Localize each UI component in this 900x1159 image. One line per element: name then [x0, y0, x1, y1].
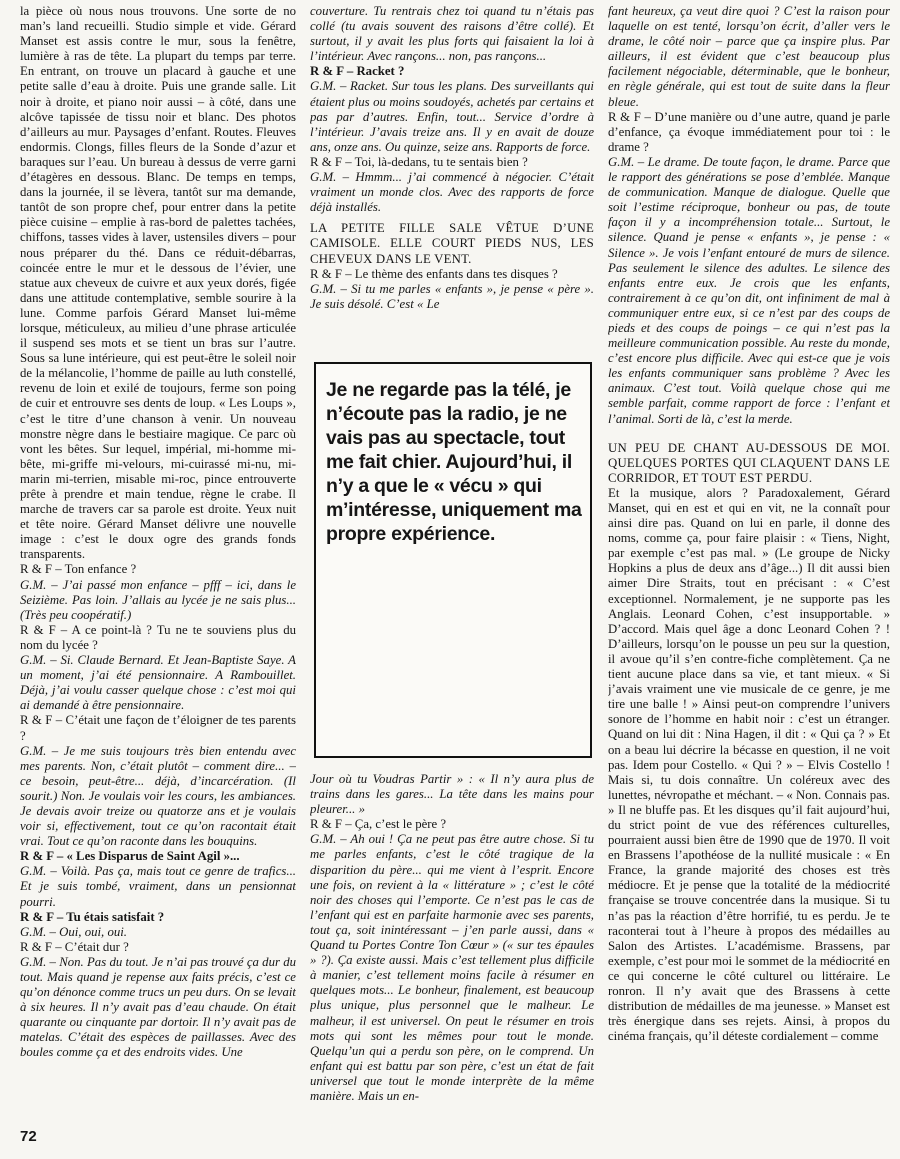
- question-paragraph: R & F – Racket ?: [310, 64, 405, 79]
- answer-paragraph: G.M. – Oui, oui, oui.: [20, 924, 127, 939]
- answer-paragraph: G.M. – Non. Pas du tout. Je n’ai pas trouvé ça dur du tout. Mais quand je repense aux faits précis, c’est ce qu’on dénonce comme trucs un peu durs. On se levait à six heures. Il n’y avait pas d’eau chaude. On était quarante ou cinquante par dortoir. Il n’y avait pas de matelas. C’était des espèces de paillasses. Avec des boules comme ça et des endroits vides. Une: [20, 954, 296, 1060]
- answer-paragraph: G.M. – Hmmm... j’ai commencé à négocier. C’était vraiment un monde clos. Avec des rapports de force déjà installés.: [310, 170, 594, 215]
- answer-paragraph: G.M. – J’ai passé mon enfance – pfff – ici, dans le Seizième. Pas loin. J’allais au lycée je ne sais plus... (Très peu coopératif.): [20, 577, 296, 622]
- body-paragraph: R & F – Ça, c’est le père ?: [310, 817, 447, 832]
- page-number: 72: [20, 1128, 37, 1145]
- answer-paragraph: G.M. – Je me suis toujours très bien entendu avec mes parents. Non, c’était plutôt – comment dire... – ce besoin, peut-être... déjà, d’incarcération. (Il sourit.) Non. Je voulais voir les cours, les ambiances. Je devais avoir treize ou quatorze ans et je voulais voir si, effectivement, tout ce qu’on racontait était vrai. Tout ce qu’on raconte dans les bouquins.: [20, 743, 296, 849]
- article-column-2-bottom: [310, 772, 594, 1152]
- answer-paragraph: G.M. – Le drame. De toute façon, le drame. Parce que le rapport des générations se pose d’emblée. Manque de communication. Manque de dialogue. Quelle que soit l’estime réciproque, bonheur ou pas, de toute façon il y a incompréhension totale... Surtout, le silence. Quand je pense « enfants », je pense : « Silence ». Je vois l’enfant entouré de murs de silence. Pas seulement le silence des adultes. Le silence des enfants entre eux. Je crois que les enfants, contrairement à ce qu’on dit, ont infiniment de mal à communiquer entre eux, si ce n’est par des coups de pieds et des coups de poings – ce qui n’est pas la meilleure communication possible. Au reste du monde, c’est encore plus difficile. Avec qui est-ce que je vois les enfants communiquer sans problème ? Avec les animaux. C’est tout. Voilà quelque chose qui me semble parfait, comme rapport de force : l’enfant et l’animal. Sorti de là, c’est la merde.: [608, 154, 890, 426]
- answer-paragraph: G.M. – Voilà. Pas ça, mais tout ce genre de trafics... Et je suis tombé, vraiment, dans un pensionnat pourri.: [20, 864, 296, 909]
- body-paragraph: R & F – Ton enfance ?: [20, 562, 137, 577]
- body-paragraph: la pièce où nous nous trouvons. Une sorte de no man’s land recueilli. Studio simple et vide. Gérard Manset est assis contre le mur, sous la fenêtre, lumière à ras de tête. La plupart du temps par terre. En entrant, on trouve un placard à gauche et une petite salle d’eau à droite. Puis une grande salle. Lit noir à droite, et piano noir aussi – à côté, dans une alcôve tapissée de tissu noir et blanc. Des photos d’ailleurs au mur. Paysages d’enfant. Routes. Fleuves endormis. Clongs, filles fleurs de la Sonde d’azur et baraques sur l’eau. Un bureau à dessus de verre garni d’étagères en dessous. Blanc. De temps en temps, dans la journée, il se lèvera, tantôt sur ma demande, tantôt de son propre chef, pour entrer dans la petite pièce cuisine – emplie à ras-bord de palettes tachées, chiffons, tasses vides à laver, ustensiles divers – pour nous préparer du thé. Dans ce réduit-débarras, coincée entre le mur et le dessous de l’évier, une statue aux cheveux de cuivre et aux yeux dorés, figée dans une attitude contemplative, semble sourire à la lune. Comme parfois Gérard Manset lui-même lorsque, méticuleux, au milieu d’une phrase articulée il suspend ses mots et se tient un bras sur l’autre. Sous sa lune intérieure, qui est peut-être le soleil noir de la mélancolie, l’homme de paille au luth constellé, revenu de loin et exilé de toujours, ferme son poing de cuir et entrouvre ses dents de loup. « Les Loups », c’est le titre d’une chanson à venir. Un nouveau monstre nègre dans le bestiaire magique. Ce parc où vont les bêtes. Sur lequel, impérial, mi-homme mi-bête, mi-griffe mi-velours, mi-cuirassé mi-nu, mi-marin mi-terrien, misable mi-roc, pince entrouverte prête à prendre et main tendue, règne le crabe. Il marche de travers car sa parole est droite. Yeux nuit et tête noire. Gérard Manset délivre une nouvelle image : c’est le doux ogre des grands fonds transparents.: [20, 4, 296, 562]
- answer-paragraph: Jour où tu Voudras Partir » : « Il n’y aura plus de trains dans les gares... La tête dans les mains pour pleurer... »: [310, 772, 594, 817]
- answer-paragraph: G.M. – Racket. Sur tous les plans. Des surveillants qui étaient plus ou moins soudoyés, achetés par certains et pas par d’autres. Enfin, tout... Service d’ordre à l’intérieur. J’avais treize ans. Il y en avait de douze ans, onze ans. Ou quinze, seize ans. Rapports de force.: [310, 79, 594, 154]
- answer-paragraph: fant heureux, ça veut dire quoi ? C’est la raison pour laquelle on est tenté, lorsqu’on écrit, d’aller vers le drame, le côté noir – parce que ça inspire plus. Par ailleurs, il est évident que c’est beaucoup plus facilement négociable, déterminable, que le bonheur, en règle générale, qui est tout de suite dans la fleur bleue.: [608, 4, 890, 109]
- pull-quote-text: Je ne regarde pas la télé, je n’écoute pas la radio, je ne vais pas au spectacle, tout me fait chier. Aujourd’hui, il n’y a que le « vécu » qui m’intéresse, uniquement ma propre expérience.: [326, 379, 582, 545]
- section-intertitle: UN PEU DE CHANT AU-DESSOUS DE MOI. QUELQUES PORTES QUI CLAQUENT DANS LE CORRIDOR, ET TOUT EST PERDU.: [608, 440, 890, 485]
- section-intertitle: LA PETITE FILLE SALE VÊTUE D’UNE CAMISOLE. ELLE COURT PIEDS NUS, LES CHEVEUX DANS LE VENT.: [310, 221, 594, 266]
- body-paragraph: R & F – D’une manière ou d’une autre, quand je parle d’enfance, ça évoque immédiatement pour toi : le drame ?: [608, 109, 890, 154]
- body-paragraph: R & F – Toi, là-dedans, tu te sentais bien ?: [310, 154, 528, 169]
- body-paragraph: Et la musique, alors ? Paradoxalement, Gérard Manset, qui en est et qui en vit, ne la connaît pour ainsi dire pas. Quand on lui en parle, il donne des noms, comme ça, pour faire plaisir : « Tiens, Night, par exemple c’est pas mal. » (Le groupe de Nicky Hopkins a plus de deux ans d’âge...) Il dit aussi bien aimer Dire Straits, tout en précisant : « C’est exceptionnel. Normalement, je ne supporte pas les Anglais. Leonard Cohen, c’est insupportable. » D’accord. Mais quel âge a donc Leonard Cohen ? ! D’ailleurs, lorsqu’on le pousse un peu sur la question, il avoue qu’il s’en contre-fiche complètement. Ça ne tient aucune place dans sa vie, et tant mieux. « Si j’avais vraiment une vie musicale de ce genre, je me tire une balle ! » Ainsi peut-on comprendre l’univers sonore de l’homme en habit noir : c’est un étranger. Quand on lui dit : Nina Hagen, il dit : « Qui ça ? » Et on a beau lui décrire la bécasse en question, il ne voit pas. Idem pour Costello. « Qui ? » – Elvis Costello ! Mais si, tu dois connaître. Un coléreux avec des lunettes, névropathe et méchant. – « Non. Connais pas. » Il ne bluffe pas. Et les disques qu’il fait aujourd’hui, du strict point de vue des références culturelles, pourraient aussi bien être de 1990 que de 1970. Il voit en Brassens l’apothéose de la nullité musicale : « En France, la grande majorité des choses est très médiocre. Et je pense que la totalité de la médiocrité française se trouve concentrée dans la musique. Si tu n’as pas la réaction d’être horrifié, tu es perdu. Je te raconterai tout à l’heure à propos des médailles au Salon des Artistes. L’académisme. Brassens, par exemple, c’est pour moi le sommet de la médiocrité en ce qui concerne le côté culturel ou littéraire. Le ronron. Il n’y avait que des Brassens à cette distribution de médailles de ma jeunesse. » Manset est très énergique dans ses rejets. Ainsi, à propos du cinéma français, qu’il déteste cordialement – comme: [608, 485, 890, 1044]
- body-paragraph: R & F – C’était dur ?: [20, 939, 129, 954]
- answer-paragraph: G.M. – Ah oui ! Ça ne peut pas être autre chose. Si tu me parles enfants, c’est le côté tragique de la disparition du père... qui me vient à l’esprit. Encore une fois, on revient à la « littérature » ; c’est le côté noir des choses qui l’emporte. Ce n’est pas le cas de l’enfant qui est en parfaite harmonie avec ses parents, tout ça, soit inintéressant – j’en parle aussi, dans « Quand tu Portes Contre Ton Cœur » (« sur tes épaules » ?). Ça existe aussi. Mais c’est tellement plus difficile à manier, c’est tellement moins facile à résumer en quelques mots... Le bonheur, finalement, est beaucoup plus unique, plus personnel que le malheur. Le malheur, il est universel. On peut le résumer en trois mots qui sont les mêmes pour tout le monde. Quelqu’un qui a perdu son père, on le comprend. Un enfant qui est battu par son père, c’est un état de fait universel que tout le monde interprète de la même manière. Mais un en-: [310, 832, 594, 1103]
- body-paragraph: R & F – Le thème des enfants dans tes disques ?: [310, 266, 558, 281]
- answer-paragraph: couverture. Tu rentrais chez toi quand tu n’étais pas collé (tu avais souvent des raisons d’être collé). Et surtout, il y avait les plus forts qui faisaient la loi à l’intérieur. Avec rançons... non, pas rançons...: [310, 4, 594, 64]
- answer-paragraph: G.M. – Si. Claude Bernard. Et Jean-Baptiste Saye. A un moment, j’ai été pensionnaire. A Rambouillet. Déjà, j’ai voulu casser quelque chose : c’est moi qui ai demandé à être pensionnaire.: [20, 653, 296, 713]
- body-paragraph: R & F – C’était une façon de t’éloigner de tes parents ?: [20, 713, 296, 743]
- answer-paragraph: G.M. – Si tu me parles « enfants », je pense « père ». Je suis désolé. C’est « Le: [310, 281, 594, 311]
- article-column-1: [20, 4, 296, 1119]
- article-column-2-top: [310, 4, 594, 362]
- article-column-3: [608, 4, 890, 1152]
- pull-quote-box: [314, 362, 592, 758]
- question-paragraph: R & F – « Les Disparus de Saint Agil »...: [20, 849, 240, 864]
- paragraph-gap: [608, 427, 890, 435]
- body-paragraph: R & F – A ce point-là ? Tu ne te souviens plus du nom du lycée ?: [20, 622, 296, 652]
- question-paragraph: R & F – Tu étais satisfait ?: [20, 909, 165, 924]
